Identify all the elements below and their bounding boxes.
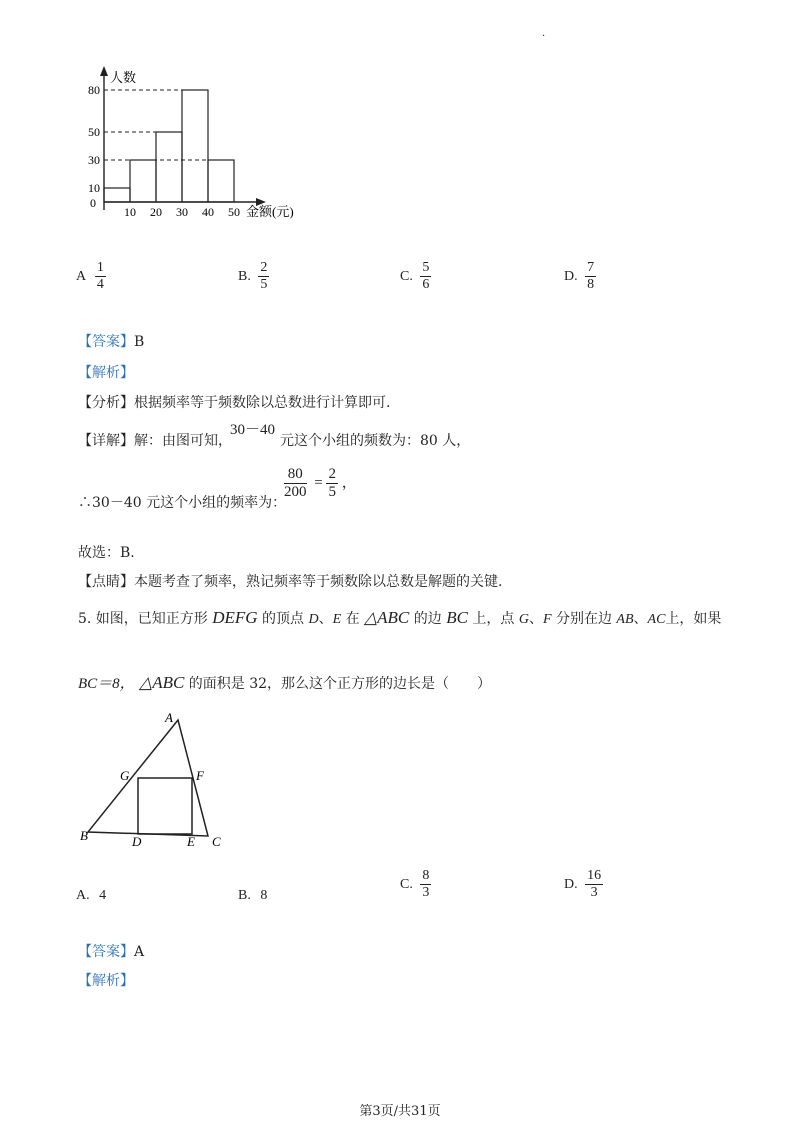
y-axis-arrow <box>100 66 108 76</box>
histogram-bar <box>208 160 234 202</box>
histogram-plot <box>88 66 294 219</box>
q5-math: △ABC <box>139 673 185 692</box>
y-tick-label: 10 <box>88 181 100 195</box>
y-tick-label: 50 <box>88 125 100 139</box>
frac-den: 3 <box>422 885 430 901</box>
q4-calc <box>280 466 357 502</box>
q5-math: BC＝8， <box>78 676 135 692</box>
equals-sign: = <box>314 475 323 492</box>
comment-tag: 【点睛】 <box>78 574 134 590</box>
option-letter: C. <box>400 268 413 284</box>
option-letter: A <box>76 268 86 284</box>
q5-math: F <box>542 612 552 627</box>
q5-text: 上，如果 <box>665 611 722 627</box>
q5-text: 在 <box>345 611 360 627</box>
square-defg <box>138 778 192 834</box>
frac-num: 8 <box>420 868 431 885</box>
label-f: F <box>196 768 204 783</box>
detail-text: 解：由图可知， <box>134 433 232 449</box>
q4-therefore: ∴30－40 元这个小组的频率为： <box>78 495 287 511</box>
q5-math: AC <box>647 612 666 627</box>
q5-answer <box>78 941 144 961</box>
q5-triangle-figure <box>70 706 240 856</box>
q5-text: 、 <box>318 611 333 627</box>
frac-num: 5 <box>420 260 431 277</box>
histogram-chart <box>70 60 330 230</box>
q5-math: △ABC <box>364 608 410 627</box>
frac-num: 7 <box>585 260 596 277</box>
option-value: 4 <box>99 888 107 903</box>
q5-text: 的顶点 <box>262 611 305 627</box>
histogram-bar <box>104 188 130 202</box>
q5-math: AB <box>616 612 634 627</box>
q5-statement-line1 <box>78 608 778 628</box>
histogram-bar <box>182 90 208 202</box>
q5-math: E <box>332 612 342 627</box>
q5-analysis-tag: 【解析】 <box>78 973 134 989</box>
histogram-bar <box>130 160 156 202</box>
frac-den: 8 <box>587 277 595 293</box>
frac-num: 16 <box>585 868 603 885</box>
y-axis-label: 人数 <box>110 70 137 85</box>
y-tick-label: 80 <box>88 83 100 97</box>
q5-math: D <box>308 612 319 627</box>
q5-text: 分别在边 <box>555 611 612 627</box>
q5-option-a[interactable] <box>76 888 106 904</box>
label-a: A <box>165 710 173 725</box>
y-tick-label: 30 <box>88 153 100 167</box>
option-letter: D. <box>564 268 578 284</box>
q5-math: DEFG <box>212 608 258 627</box>
option-letter: C. <box>400 876 413 892</box>
label-c: C <box>212 834 221 849</box>
q4-detail-line <box>78 430 232 450</box>
option-letter: A. <box>76 888 90 903</box>
x-tick-label: 30 <box>176 205 188 219</box>
q4-option-d[interactable] <box>564 260 596 293</box>
q4-option-b[interactable] <box>238 260 269 293</box>
q5-option-d[interactable] <box>564 868 603 901</box>
q4-detail-range: 30－40 <box>230 422 276 438</box>
q5-text: 、 <box>528 611 543 627</box>
q4-detail-freq: 元这个小组的频数为：80 人， <box>280 433 471 449</box>
frac-den: 6 <box>422 277 430 293</box>
q5-math: G <box>518 612 529 627</box>
frac-num: 1 <box>95 260 106 277</box>
frac-num: 2 <box>258 260 269 277</box>
q4-answer <box>78 331 144 351</box>
x-tick-label: 40 <box>202 205 214 219</box>
frac-den: 4 <box>96 277 104 293</box>
comment-text: 本题考查了频率，熟记频率等于频数除以总数是解题的关键. <box>134 574 503 590</box>
q5-text: 上，点 <box>472 611 515 627</box>
detail-tag: 【详解】 <box>78 433 134 449</box>
option-letter: D. <box>564 876 578 892</box>
q5-text: 5. 如图，已知正方形 <box>78 611 208 627</box>
answer-value: B <box>134 334 145 350</box>
label-g: G <box>120 768 130 783</box>
option-letter: B. <box>238 268 251 284</box>
answer-tag: 【答案】 <box>78 944 134 960</box>
q5-option-c[interactable] <box>400 868 431 901</box>
q4-fenxi <box>78 392 390 412</box>
frac-den: 5 <box>328 484 336 501</box>
option-value: 8 <box>260 888 268 903</box>
q4-option-a[interactable] <box>76 260 106 293</box>
page-footer: 第3页/共31页 <box>359 1104 441 1119</box>
histogram-bar <box>156 132 182 202</box>
header-dot: . <box>542 28 546 39</box>
fenxi-tag: 【分析】 <box>78 395 134 411</box>
q4-option-c[interactable] <box>400 260 431 293</box>
q5-math: BC <box>446 608 468 627</box>
q4-comment <box>78 571 502 591</box>
q4-analysis-tag: 【解析】 <box>78 365 134 381</box>
frac-num: 2 <box>326 466 338 484</box>
q5-text: 、 <box>633 611 648 627</box>
q5-statement-line2 <box>78 672 491 693</box>
label-b: B <box>80 828 88 843</box>
answer-value: A <box>134 944 145 960</box>
q5-text: 的面积是 32，那么这个正方形的边长是（ ） <box>188 676 492 692</box>
label-d: D <box>132 834 142 849</box>
q5-option-b[interactable] <box>238 888 267 904</box>
fenxi-text: 根据频率等于频数除以总数进行计算即可. <box>134 395 391 411</box>
x-tick-label: 50 <box>228 205 240 219</box>
x-tick-label: 10 <box>124 205 136 219</box>
frac-den: 200 <box>284 484 307 501</box>
frac-num: 80 <box>284 466 307 484</box>
origin-label: 0 <box>90 196 96 210</box>
option-letter: B. <box>238 888 251 903</box>
x-tick-label: 20 <box>150 205 162 219</box>
x-axis-label: 金额(元) <box>246 204 294 219</box>
punct: ， <box>341 475 357 492</box>
frac-den: 5 <box>260 277 268 293</box>
q5-text: 的边 <box>413 611 442 627</box>
label-e: E <box>187 834 195 849</box>
frac-den: 3 <box>590 885 598 901</box>
answer-tag: 【答案】 <box>78 334 134 350</box>
q4-choice: 故选：B. <box>78 545 135 561</box>
